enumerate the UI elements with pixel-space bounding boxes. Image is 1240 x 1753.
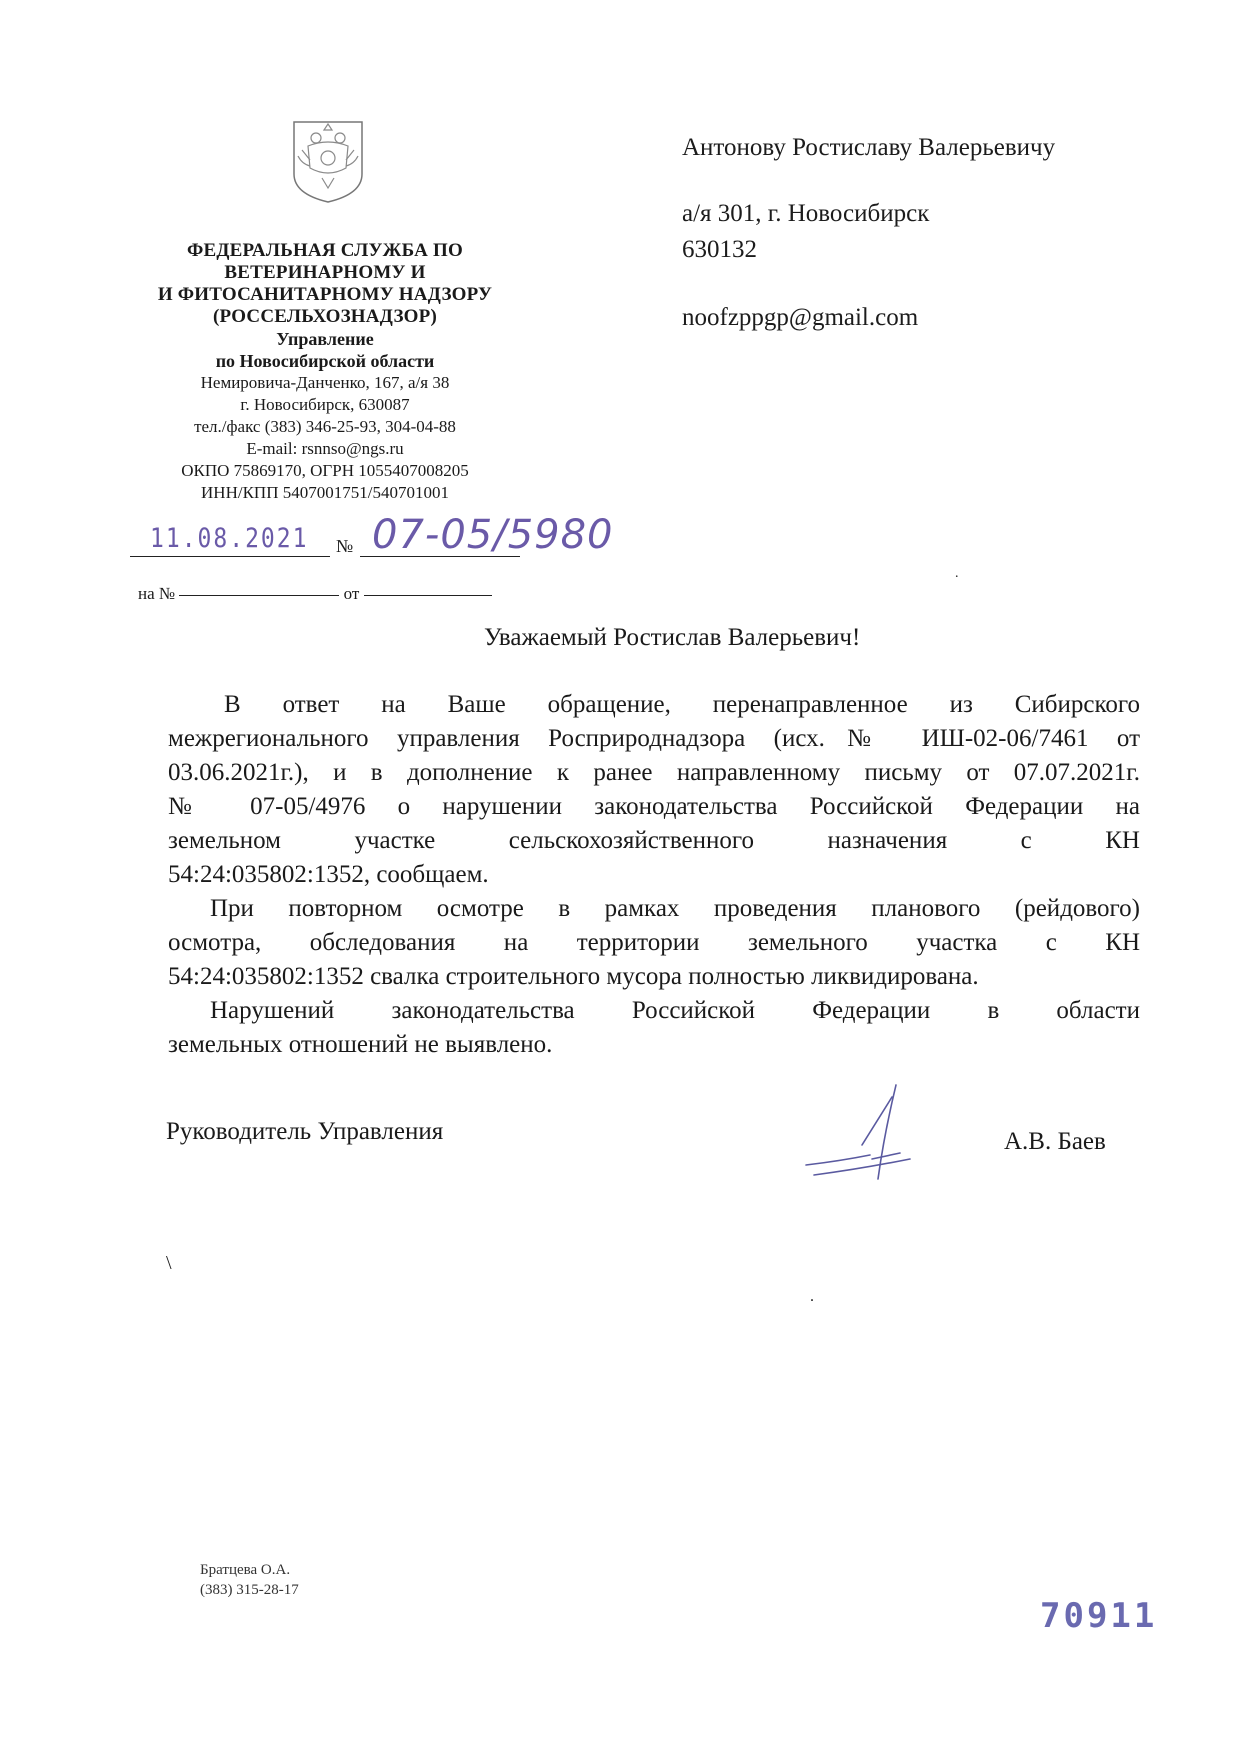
sender-email: E-mail: rsnnso@ngs.ru (246, 439, 404, 458)
paragraph-line: Нарушений законодательства Российской Федерации в области (210, 997, 1140, 1024)
date-underline (130, 556, 330, 557)
reference-date-label: от (343, 584, 360, 603)
recipient-postcode: 630132 (682, 236, 757, 263)
coat-of-arms-emblem (288, 116, 368, 206)
paragraph-line: 54:24:035802:1352, сообщаем. (168, 861, 489, 888)
sender-block (130, 240, 520, 504)
paragraph-line: межрегионального управления Росприроднадзора (исх.№ ИШ-02-06/7461 от (168, 725, 1140, 752)
signatory-name: А.В. Баев (1004, 1128, 1106, 1155)
paragraph-line: В ответ на Ваше обращение, перенаправленное из Сибирского (224, 691, 1140, 718)
paragraph-line: земельном участке сельскохозяйственного назначения с КН (168, 827, 1140, 854)
recipient-email: noofzppgp@gmail.com (682, 304, 919, 331)
paragraph-line: осмотра, обследования на территории земельного участка с КН (168, 929, 1140, 956)
registration-number-handwritten: 07-05/5980 (372, 512, 614, 558)
salutation: Уважаемый Ростислав Валерьевич! (484, 624, 861, 651)
handwritten-signature (800, 1075, 950, 1185)
stray-mark: \ (166, 1252, 172, 1274)
recipient-address: а/я 301, г. Новосибирск (682, 200, 930, 227)
signatory-title: Руководитель Управления (166, 1118, 444, 1145)
sender-address: Немировича-Данченко, 167, а/я 38 (200, 373, 450, 392)
executor-phone: (383) 315-28-17 (200, 1582, 299, 1598)
sender-org-line: ВЕТЕРИНАРНОМУ И (224, 262, 426, 283)
reference-number-label: на № (138, 584, 176, 603)
body-paragraph-2 (168, 892, 1140, 994)
body-paragraph-3 (168, 994, 1140, 1062)
registration-date-stamp: 11.08.2021 (150, 524, 309, 554)
incoming-stamp-number: 70911 (1040, 1596, 1158, 1636)
executor-block (200, 1560, 299, 1600)
paragraph-line: земельных отношений не выявлено. (168, 1031, 553, 1058)
sender-org-line: (РОССЕЛЬХОЗНАДЗОР) (212, 306, 437, 327)
sender-unit-line: по Новосибирской области (215, 351, 435, 371)
sender-okpo: ОКПО 75869170, ОГРН 1055407008205 (181, 461, 469, 480)
body-paragraph-1 (168, 688, 1140, 892)
paragraph-line: При повторном осмотре в рамках проведения планового (рейдового) (210, 895, 1140, 922)
recipient-name: Антонову Ростиславу Валерьевичу (682, 134, 1056, 161)
stray-mark: . (810, 1288, 814, 1305)
paragraph-line: 54:24:035802:1352 свалка строительного мусора полностью ликвидирована. (168, 963, 979, 990)
sender-inn: ИНН/КПП 5407001751/540701001 (201, 483, 449, 502)
executor-name: Братцева О.А. (200, 1562, 291, 1578)
stray-mark: . (955, 566, 959, 581)
sender-unit-line: Управление (276, 329, 374, 349)
sender-city: г. Новосибирск, 630087 (240, 395, 410, 414)
registration-number-label: № (336, 536, 354, 556)
sender-org-line: И ФИТОСАНИТАРНОМУ НАДЗОРУ (157, 284, 493, 305)
sender-org-line: ФЕДЕРАЛЬНАЯ СЛУЖБА ПО (187, 240, 463, 261)
reference-number-line (179, 595, 339, 596)
reference-date-line (364, 595, 492, 596)
reference-row (138, 584, 492, 604)
paragraph-line: № 07-05/4976 о нарушении законодательства Российской Федерации на (168, 793, 1140, 820)
sender-phone: тел./факс (383) 346-25-93, 304-04-88 (194, 417, 456, 436)
paragraph-line: 03.06.2021г.), и в дополнение к ранее направленному письму от 07.07.2021г. (168, 759, 1140, 786)
